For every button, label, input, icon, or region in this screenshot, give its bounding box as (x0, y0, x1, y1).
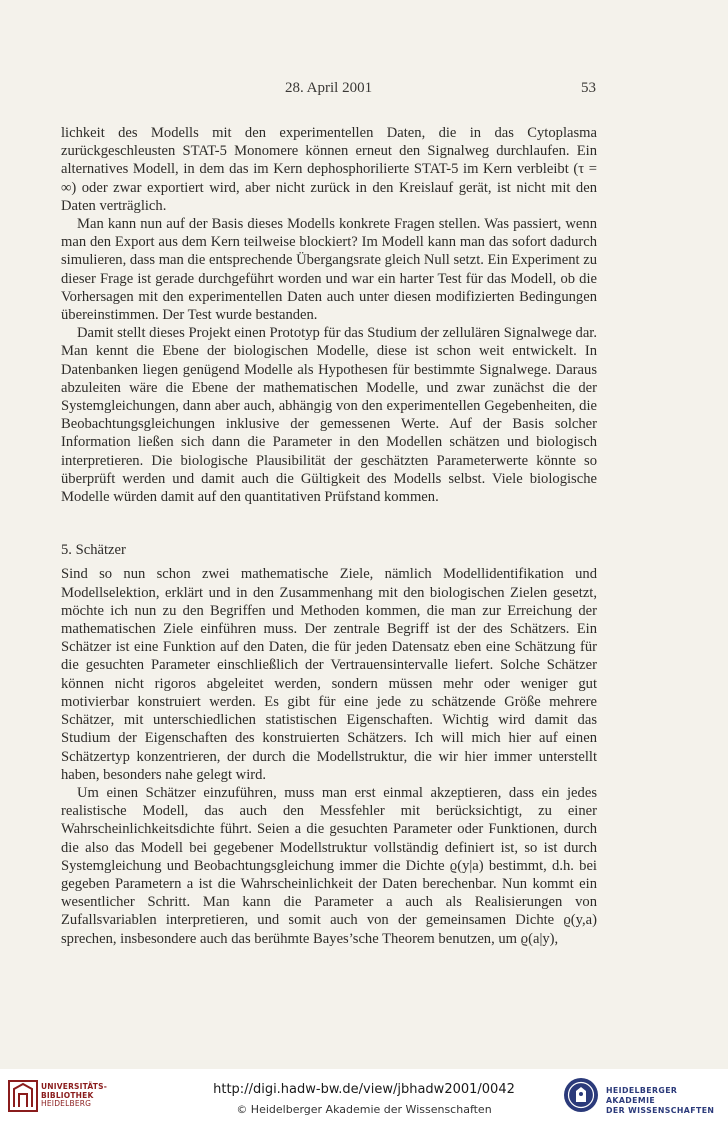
header-date: 28. April 2001 (285, 80, 373, 96)
library-line-2: BIBLIOTHEK (41, 1090, 94, 1100)
academy-name (606, 1086, 728, 1116)
paragraph-4: Sind so nun schon zwei mathematische Ziele, nämlich Modellidentifikation und Modellselektion, erklärt und in den Zusammenhang mit den biologischen Zielen gesetzt, möchte ich nun zu den Begriffen und Methoden kommen, die man zur Erreichung der mathematischen Ziele einführen muss. Der zentrale Begriff ist der des Schätzers. Ein Schätzer ist eine Funktion auf den Daten, die für jeden Datensatz eben eine Schätzung für die gesuchten Parameter einschließlich der Vertrauensintervalle liefert. Solche Schätzer können nicht rigoros abgeleitet werden, sondern müssen mehr oder weniger gut motivierbar konstruiert werden. Es gibt für eine jede zu schätzende Größe mehrere Schätzer, mit unterschiedlichen statistischen Eigenschaften. Wichtig wird damit das Studium der Eigenschaften des konstruierten Schätzers. Ich will mich hier auf einen Schätzertyp konzentrieren, der durch die Modellstruktur, die wir hier immer unterstellt haben, besonders nahe gelegt wird. (61, 566, 597, 783)
running-head (0, 80, 728, 100)
paragraph-5: Um einen Schätzer einzuführen, muss man erst einmal akzeptieren, dass ein jedes realistische Modell, das auch den Messfehler mit berücksichtigt, zu einer Wahrscheinlichkeitsdichte führt. Seien a die gesuchten Parameter oder Funktionen, durch die also das Modell bei gegebener Modellstruktur vollständig definiert ist, so ist durch Systemgleichung und Beobachtungsgleichung immer die Dichte ϱ(y|a) bestimmt, d.h. bei gegeben Parametern a ist die Wahrscheinlichkeit der Daten berechenbar. Nun kommt ein wesentlicher Schritt. Man kann die Parameter a auch als Realisierungen von Zufallsvariablen interpretieren, und somit auch von der gemeinsamen Dichte ϱ(y,a) sprechen, insbesondere auch das berühmte Bayes’sche Theorem benutzen, um ϱ(a|y), (61, 784, 597, 947)
body-text (61, 124, 597, 948)
viewer-footer (0, 1069, 728, 1125)
paragraph-3: Damit stellt dieses Projekt einen Prototyp für das Studium der zellulären Signalwege dar. Man kennt die Ebene der biologischen Modelle, diese ist schon weit entwickelt. In Datenbanken liegen genügend Modelle als Hypothesen für bestimmte Signalwege. Daraus abzuleiten wäre die Ebene der mathematischen Modelle, und zwar zunächst die der Systemgleichungen, dann aber auch, abhängig von den experimentellen Gegebenheiten, die Beobachtungsgleichungen inklusive der gemessenen Werte. Auf der Basis solcher Information ließen sich dann die Parameter in den Modellen schätzen und biologisch interpretieren. Die biologische Plausibilität der geschätzten Parameterwerte könnte so überprüft werden und damit auch die Gültigkeit des Modells selbst. Viele biologische Modelle würden damit auf den quantitativen Prüfstand kommen. (61, 325, 597, 506)
library-line-1: UNIVERSITÄTS- (41, 1082, 108, 1091)
academy-seal-icon[interactable] (563, 1077, 599, 1113)
paragraph-2: Man kann nun auf der Basis dieses Modells konkrete Fragen stellen. Was passiert, wenn man den Export aus dem Kern teilweise blockiert? Im Modell kann man das sofort dadurch simulieren, dass man die entsprechende Übergangsrate gleich Null setzt. Ein Experiment zu dieser Frage ist gerade durchgeführt worden und war ein harter Test für das Modell, ob die Vorhersagen mit den experimentellen Daten auch unter diesen modifizierten Bedingungen übereinstimmen. Der Test wurde bestanden. (61, 216, 597, 324)
academy-line-1: HEIDELBERGER AKADEMIE (606, 1086, 678, 1105)
page-number: 53 (581, 80, 596, 96)
paragraph-1: lichkeit des Modells mit den experimentellen Daten, die in das Cytoplasma zurückgeschleusten STAT-5 Monomere können erneut den Signalweg durchlaufen. Ein alternatives Modell, in dem das im Kern dephosphorilierte STAT-5 im Kern verbleibt (τ = ∞) oder zwar exportiert wird, aber nicht zurück in den Kreislauf gerät, ist nicht mit den Daten verträglich. (61, 125, 597, 214)
permalink-url[interactable]: http://digi.hadw-bw.de/view/jbhadw2001/0042 (213, 1082, 515, 1097)
library-line-3: HEIDELBERG (41, 1099, 92, 1108)
copyright-notice: © Heidelberger Akademie der Wissenschaften (236, 1103, 492, 1116)
academy-line-2: DER WISSENSCHAFTEN (606, 1106, 715, 1115)
section-heading: 5. Schätzer (61, 542, 126, 559)
